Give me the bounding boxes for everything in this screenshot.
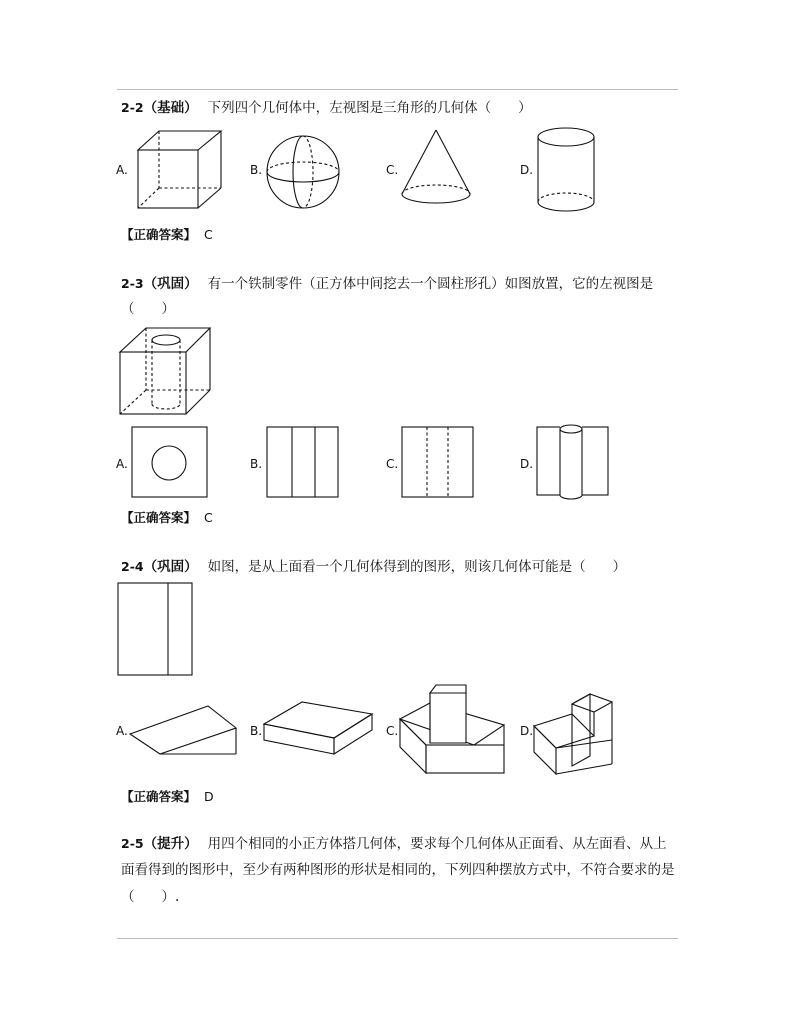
q24-option-b[interactable]: B.	[250, 724, 263, 738]
q22-option-c[interactable]: C.	[386, 163, 399, 177]
q23-view-a-figure	[131, 426, 209, 498]
sphere-meridian-front	[293, 136, 303, 208]
q23-view-c-figure	[401, 426, 475, 498]
q25-stem-line2: 面看得到的图形中，至少有两种图形的形状是相同的，下列四种摆放方式中，不符合要求的是	[121, 862, 675, 878]
q24-l-shape-figure	[532, 684, 616, 776]
cube-top-face	[138, 131, 221, 150]
q22-cube-figure	[137, 130, 223, 210]
l-bottom-top-face	[534, 714, 594, 748]
sphere-equator-back	[267, 162, 339, 172]
hole-bottom	[152, 404, 180, 409]
cone-left-side	[402, 130, 436, 194]
slab-front-face	[264, 724, 334, 754]
q25-text-1: 用四个相同的小正方体搭几何体，要求每个几何体从正面看、从左面看、从上	[207, 836, 667, 852]
q23-option-a[interactable]: A.	[116, 457, 128, 471]
q22-cylinder-figure	[536, 126, 598, 214]
sphere-outline	[267, 136, 339, 208]
q24-slab-figure	[262, 700, 374, 756]
q23-level: （巩固）	[143, 276, 198, 292]
q22-text: 下列四个几何体中，左视图是三角形的几何体（ ）	[207, 100, 532, 116]
q22-answer	[121, 225, 213, 243]
cone-base-front	[402, 194, 470, 203]
sphere-meridian-back	[303, 136, 313, 208]
base-front-wide	[426, 745, 504, 773]
sphere-equator-front	[267, 172, 339, 182]
q22-level: （基础）	[143, 100, 198, 116]
pillar-top-face	[430, 685, 466, 693]
q24-option-a[interactable]: A.	[116, 724, 128, 738]
q24-number: 2-4	[121, 559, 144, 574]
q24-answer-value: D	[204, 789, 214, 804]
q23-stem-line1	[121, 270, 653, 298]
q24-option-d[interactable]: D.	[520, 724, 534, 738]
cylinder-base-front	[538, 202, 594, 211]
q22-option-d[interactable]: D.	[520, 163, 534, 177]
pillar-front-face	[430, 693, 466, 743]
q22-cone-figure	[400, 128, 474, 208]
cube-front-face	[138, 150, 198, 208]
q24-text: 如图，是从上面看一个几何体得到的图形，则该几何体可能是（ ）	[207, 559, 627, 575]
q25-stem-line1	[121, 830, 667, 858]
view-c-square	[402, 427, 473, 497]
q25-stem-line3: （ ）.	[121, 889, 180, 905]
q24-top-view-figure	[117, 582, 194, 676]
q23-number: 2-3	[121, 276, 144, 291]
q23-answer-value: C	[204, 510, 213, 525]
q23-option-d[interactable]: D.	[520, 457, 534, 471]
view-b-square	[267, 427, 338, 497]
q23-view-d-figure	[536, 424, 610, 502]
cylinder-base-back	[538, 193, 594, 202]
block-bottom-right-edge	[186, 390, 210, 414]
cube-bottom-right-edge	[198, 188, 221, 208]
block-top-face	[120, 328, 210, 352]
q22-number: 2-2	[121, 100, 144, 115]
cylinder-top	[538, 128, 594, 146]
q24-option-c[interactable]: C.	[386, 724, 399, 738]
block-front-face	[120, 352, 186, 414]
l-bottom-front-face	[534, 726, 556, 774]
q24-answer-label: 【正确答案】	[121, 789, 197, 804]
q22-answer-value: C	[204, 227, 213, 242]
cone-right-side	[436, 130, 470, 194]
slab-side-face	[334, 714, 372, 754]
bottom-rule	[117, 938, 678, 939]
q22-sphere-figure	[265, 134, 343, 212]
q22-answer-label: 【正确答案】	[121, 227, 197, 242]
l-bottom-base	[556, 764, 612, 774]
q22-option-b[interactable]: B.	[250, 163, 263, 177]
q23-answer	[121, 508, 213, 526]
q23-answer-label: 【正确答案】	[121, 510, 197, 525]
base-left-top-edge	[400, 719, 426, 745]
block-hidden-diagonal	[120, 390, 146, 414]
q24-level: （巩固）	[143, 559, 198, 575]
q23-text-1: 有一个铁制零件（正方体中间挖去一个圆柱形孔）如图放置，它的左视图是	[207, 276, 654, 292]
l-back-top-face	[572, 694, 612, 712]
hole-top	[152, 335, 180, 345]
q23-stem-line2: （ ）	[121, 301, 175, 317]
view-a-circle	[152, 446, 186, 480]
view-a-square	[132, 427, 207, 497]
top-rule	[117, 89, 678, 90]
q23-option-b[interactable]: B.	[250, 457, 263, 471]
q23-view-b-figure	[266, 426, 340, 498]
q23-cube-with-hole-figure	[118, 326, 212, 416]
q23-option-c[interactable]: C.	[386, 457, 399, 471]
q22-option-a[interactable]: A.	[116, 163, 128, 177]
l-front-edge	[556, 740, 612, 748]
cone-base-back	[402, 185, 470, 194]
q25-number: 2-5	[121, 836, 144, 851]
q24-stem	[121, 553, 626, 581]
top-view-rectangle	[118, 583, 192, 675]
cube-hidden-diagonal	[138, 188, 159, 208]
q24-pedestal-figure	[396, 683, 506, 779]
view-d-cylinder-cover	[560, 424, 582, 499]
q24-wedge-figure	[128, 704, 240, 756]
slab-top-face	[264, 702, 372, 738]
q25-level: （提升）	[143, 836, 198, 852]
q22-stem	[121, 94, 532, 122]
wedge-slope	[130, 706, 236, 754]
q24-answer	[121, 787, 214, 805]
